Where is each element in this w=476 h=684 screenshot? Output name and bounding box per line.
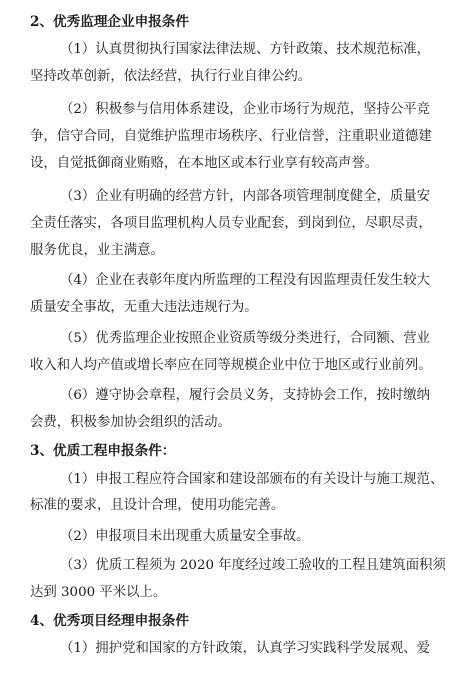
- paragraph-line: 会费，积极参加协会组织的活动。: [30, 415, 231, 430]
- paragraph-line: 坚持改革创新，依法经营，执行行业自律公约。: [30, 69, 312, 84]
- paragraph-line: （2）申报项目未出现重大质量安全事故。: [60, 529, 310, 544]
- paragraph-line: （3）企业有明确的经营方针，内部各项管理制度健全，质量安: [60, 189, 431, 204]
- paragraph-line: 全责任落实，各项目监理机构人员专业配套，到岗到位，尽职尽责，: [30, 216, 432, 231]
- paragraph-line: 达到 3000 平米以上。: [30, 585, 167, 600]
- section-heading: 4、优秀项目经理申报条件: [30, 613, 189, 629]
- paragraph-line: （1）申报工程应符合国家和建设部颁布的有关设计与施工规范、: [60, 472, 444, 487]
- paragraph-line: 争，信守合同，自觉维护监理市场秩序、行业信誉，注重职业道德建: [30, 129, 432, 144]
- paragraph-line: 质量安全事故，无重大违法违规行为。: [30, 300, 258, 315]
- paragraph-line: （1）认真贯彻执行国家法律法规、方针政策、技术规范标准，: [60, 42, 431, 57]
- section-heading: 3、优质工程申报条件：: [30, 443, 176, 459]
- paragraph-line: （5）优秀监理企业按照企业资质等级分类进行，合同额、营业: [60, 331, 431, 346]
- paragraph-line: （4）企业在表彰年度内所监理的工程没有因监理责任发生较大: [60, 273, 431, 288]
- paragraph-line: （3）优质工程须为 2020 年度经过竣工验收的工程且建筑面积须: [60, 558, 446, 573]
- paragraph-line: 服务优良，业主满意。: [30, 243, 164, 258]
- paragraph-line: （2）积极参与信用体系建设，企业市场行为规范，坚持公平竞: [60, 102, 431, 117]
- paragraph-line: （1）拥护党和国家的方针政策，认真学习实践科学发展观、爱: [60, 641, 431, 656]
- section-heading: 2、优秀监理企业申报条件: [30, 14, 189, 30]
- paragraph-line: 设，自觉抵御商业贿赂，在本地区或本行业享有较高声誉。: [30, 156, 379, 171]
- paragraph-line: （6）遵守协会章程，履行会员义务，支持协会工作，按时缴纳: [60, 388, 431, 403]
- paragraph-line: 标准的要求，且设计合理，使用功能完善。: [30, 498, 285, 513]
- paragraph-line: 收入和人均产值或增长率应在同等规模企业中位于地区或行业前列。: [30, 358, 432, 373]
